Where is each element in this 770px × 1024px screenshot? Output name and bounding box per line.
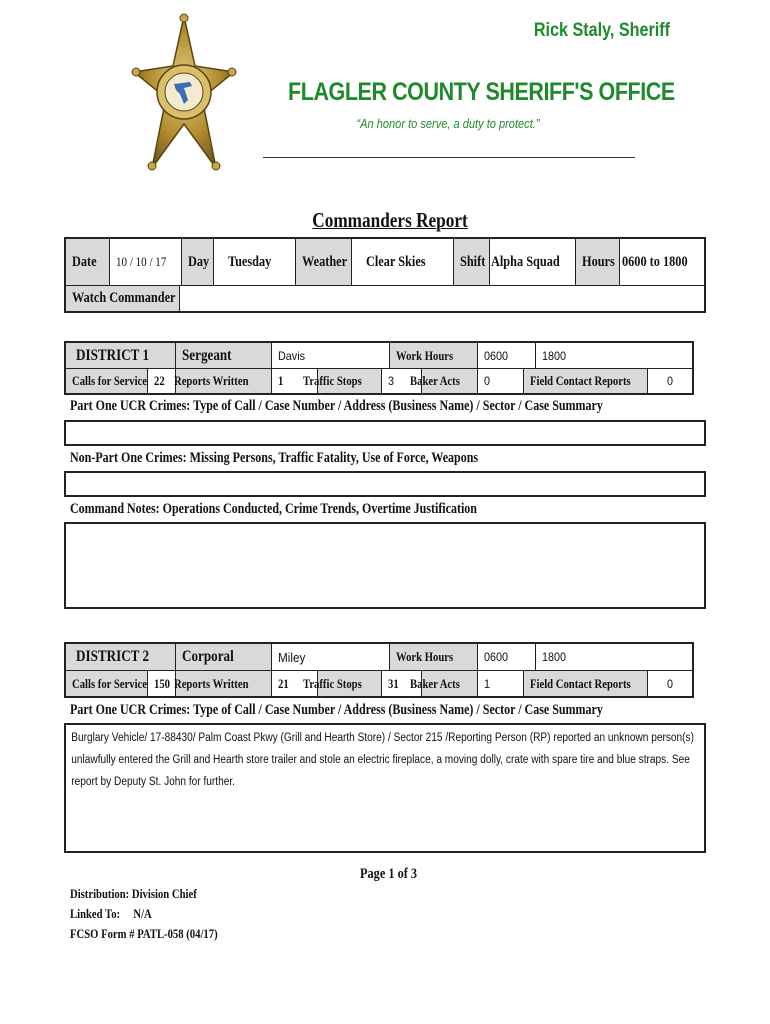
office-motto: “An honor to serve, a duty to protect.” bbox=[356, 116, 540, 131]
linked-to-line: Linked To: N/A bbox=[70, 906, 152, 921]
date-label-cell bbox=[66, 239, 110, 285]
district-1-baker-field[interactable] bbox=[478, 369, 524, 393]
district-2-work-hours-cell bbox=[390, 644, 478, 670]
district-2-traffic-label: Traffic Stops bbox=[303, 675, 363, 691]
district-1-traffic-value: 3 bbox=[388, 374, 395, 388]
district-1-reports-value: 1 bbox=[278, 373, 284, 388]
shift-label: Shift bbox=[460, 253, 486, 270]
district-1-part-one-heading: Part One UCR Crimes: Type of Call / Case Number / Address (Business Name) / Sector / Case Summary bbox=[70, 398, 603, 414]
district-2-traffic-label-cell bbox=[303, 671, 382, 696]
district-2-start: 0600 bbox=[484, 650, 509, 664]
district-2-reports-label: Reports Written bbox=[174, 675, 249, 691]
district-1-reports-label: Reports Written bbox=[174, 373, 249, 388]
district-1-label: DISTRICT 1 bbox=[75, 346, 149, 364]
distribution-line: Distribution: Division Chief bbox=[70, 886, 197, 901]
office-title: FLAGLER COUNTY SHERIFF'S OFFICE bbox=[288, 78, 675, 106]
district-1-notes-text bbox=[66, 524, 700, 528]
weather-label: Weather bbox=[302, 253, 348, 270]
day-label-cell bbox=[182, 239, 214, 285]
district-1-field-contact-label: Field Contact Reports bbox=[530, 373, 631, 388]
district-2-label: DISTRICT 2 bbox=[75, 648, 149, 665]
district-2-name: Miley bbox=[278, 649, 306, 665]
district-2-name-field[interactable] bbox=[272, 644, 390, 670]
district-2-calls-field[interactable] bbox=[148, 671, 176, 696]
district-1-baker-label-cell bbox=[410, 369, 478, 393]
district-2-traffic-value: 31 bbox=[388, 675, 399, 691]
hours-label: Hours bbox=[582, 253, 615, 270]
district-2-part-one-text: Burglary Vehicle/ 17-88430/ Palm Coast Pkwy (Grill and Hearth Store) / Sector 215 /Reporting Person (RP) reported an unknown person(s) unlawfully entered the Grill and Hearth store trailer and stole an electric fireplace, a moving dolly, crate with spare tire and blue straps. See report by Deputy St. John for further. bbox=[71, 732, 694, 788]
shift-field[interactable] bbox=[490, 239, 576, 285]
district-2-part-one-field[interactable] bbox=[64, 723, 706, 853]
watch-commander-label-cell bbox=[66, 286, 180, 311]
date-label: Date bbox=[72, 253, 97, 270]
form-number-line: FCSO Form # PATL-058 (04/17) bbox=[70, 926, 218, 941]
district-2-baker-field[interactable] bbox=[478, 671, 524, 696]
district-2-calls-label-cell bbox=[66, 671, 148, 696]
day-value: Tuesday bbox=[228, 253, 272, 270]
district-2-rank-cell bbox=[176, 644, 272, 670]
district-1-rank: Sergeant bbox=[182, 346, 232, 364]
district-2-work-hours-label: Work Hours bbox=[396, 649, 454, 664]
district-1-name-field[interactable] bbox=[272, 343, 390, 368]
district-2-baker-label-cell bbox=[410, 671, 478, 696]
district-1-part-one-text bbox=[66, 422, 700, 426]
district-1-part-one-field[interactable] bbox=[64, 420, 706, 446]
district-2-baker-label: Baker Acts bbox=[410, 675, 461, 691]
district-1-calls-field[interactable] bbox=[148, 369, 176, 393]
district-2-reports-label-cell bbox=[176, 671, 272, 696]
page-number: Page 1 of 3 bbox=[360, 866, 418, 882]
district-1-work-hours-cell bbox=[390, 343, 478, 368]
district-1-start: 0600 bbox=[484, 348, 509, 363]
weather-field[interactable] bbox=[352, 239, 454, 285]
district-1-table bbox=[64, 341, 694, 395]
weather-value: Clear Skies bbox=[366, 253, 426, 270]
district-2-calls-label: Calls for Service bbox=[72, 675, 148, 691]
district-1-start-field[interactable] bbox=[478, 343, 536, 368]
district-1-baker-value: 0 bbox=[484, 374, 491, 388]
shift-value: Alpha Squad bbox=[490, 253, 560, 270]
district-1-label-cell bbox=[66, 343, 176, 368]
hours-value: 0600 to 1800 bbox=[622, 253, 688, 270]
day-field[interactable] bbox=[214, 239, 296, 285]
district-2-end: 1800 bbox=[542, 650, 567, 664]
district-1-field-contact-field[interactable] bbox=[648, 369, 692, 393]
district-1-traffic-label: Traffic Stops bbox=[303, 373, 363, 388]
shift-label-cell bbox=[454, 239, 490, 285]
district-1-name: Davis bbox=[278, 348, 306, 363]
district-1-non-part-heading: Non-Part One Crimes: Missing Persons, Traffic Fatality, Use of Force, Weapons bbox=[70, 450, 479, 466]
district-2-calls-value: 150 bbox=[154, 675, 170, 691]
district-2-field-contact-label: Field Contact Reports bbox=[530, 675, 631, 691]
report-title: Commanders Report bbox=[312, 208, 468, 232]
date-value: 10 / 10 / 17 bbox=[115, 254, 167, 269]
district-2-field-contact-field[interactable] bbox=[648, 671, 692, 696]
district-1-end: 1800 bbox=[542, 348, 567, 363]
sheriff-name: Rick Staly, Sheriff bbox=[533, 20, 670, 41]
district-1-reports-label-cell bbox=[176, 369, 272, 393]
district-2-start-field[interactable] bbox=[478, 644, 536, 670]
hours-label-cell bbox=[576, 239, 620, 285]
district-1-notes-field[interactable] bbox=[64, 522, 706, 609]
district-2-end-field[interactable] bbox=[536, 644, 692, 670]
watch-commander-field[interactable] bbox=[180, 286, 704, 311]
district-1-end-field[interactable] bbox=[536, 343, 692, 368]
district-2-label-cell bbox=[66, 644, 176, 670]
district-2-field-contact-label-cell bbox=[524, 671, 648, 696]
district-1-non-part-text bbox=[66, 473, 700, 477]
district-1-traffic-label-cell bbox=[303, 369, 382, 393]
district-1-notes-heading: Command Notes: Operations Conducted, Crime Trends, Overtime Justification bbox=[70, 501, 477, 517]
district-1-field-contact-value: 0 bbox=[666, 374, 673, 388]
district-2-part-one-heading: Part One UCR Crimes: Type of Call / Case Number / Address (Business Name) / Sector / Case Summary bbox=[70, 702, 603, 718]
header-divider bbox=[263, 157, 635, 158]
district-1-calls-value: 22 bbox=[154, 373, 165, 388]
district-1-work-hours-label: Work Hours bbox=[396, 347, 454, 363]
district-1-baker-label: Baker Acts bbox=[410, 373, 461, 388]
district-2-reports-value: 21 bbox=[278, 675, 289, 691]
district-1-non-part-field[interactable] bbox=[64, 471, 706, 497]
district-1-calls-label-cell bbox=[66, 369, 148, 393]
sheriff-star-badge-icon bbox=[132, 14, 236, 174]
hours-field[interactable] bbox=[620, 239, 704, 285]
district-1-rank-cell bbox=[176, 343, 272, 368]
district-1-calls-label: Calls for Service bbox=[72, 373, 148, 388]
report-info-table bbox=[64, 237, 706, 313]
district-2-rank: Corporal bbox=[182, 648, 234, 665]
date-field[interactable] bbox=[110, 239, 182, 285]
district-2-field-contact-value: 0 bbox=[666, 676, 673, 691]
watch-commander-label: Watch Commander bbox=[72, 290, 176, 306]
district-1-field-contact-label-cell bbox=[524, 369, 648, 393]
district-2-table bbox=[64, 642, 694, 698]
day-label: Day bbox=[188, 253, 210, 270]
district-2-baker-value: 1 bbox=[484, 676, 491, 691]
weather-label-cell bbox=[296, 239, 352, 285]
